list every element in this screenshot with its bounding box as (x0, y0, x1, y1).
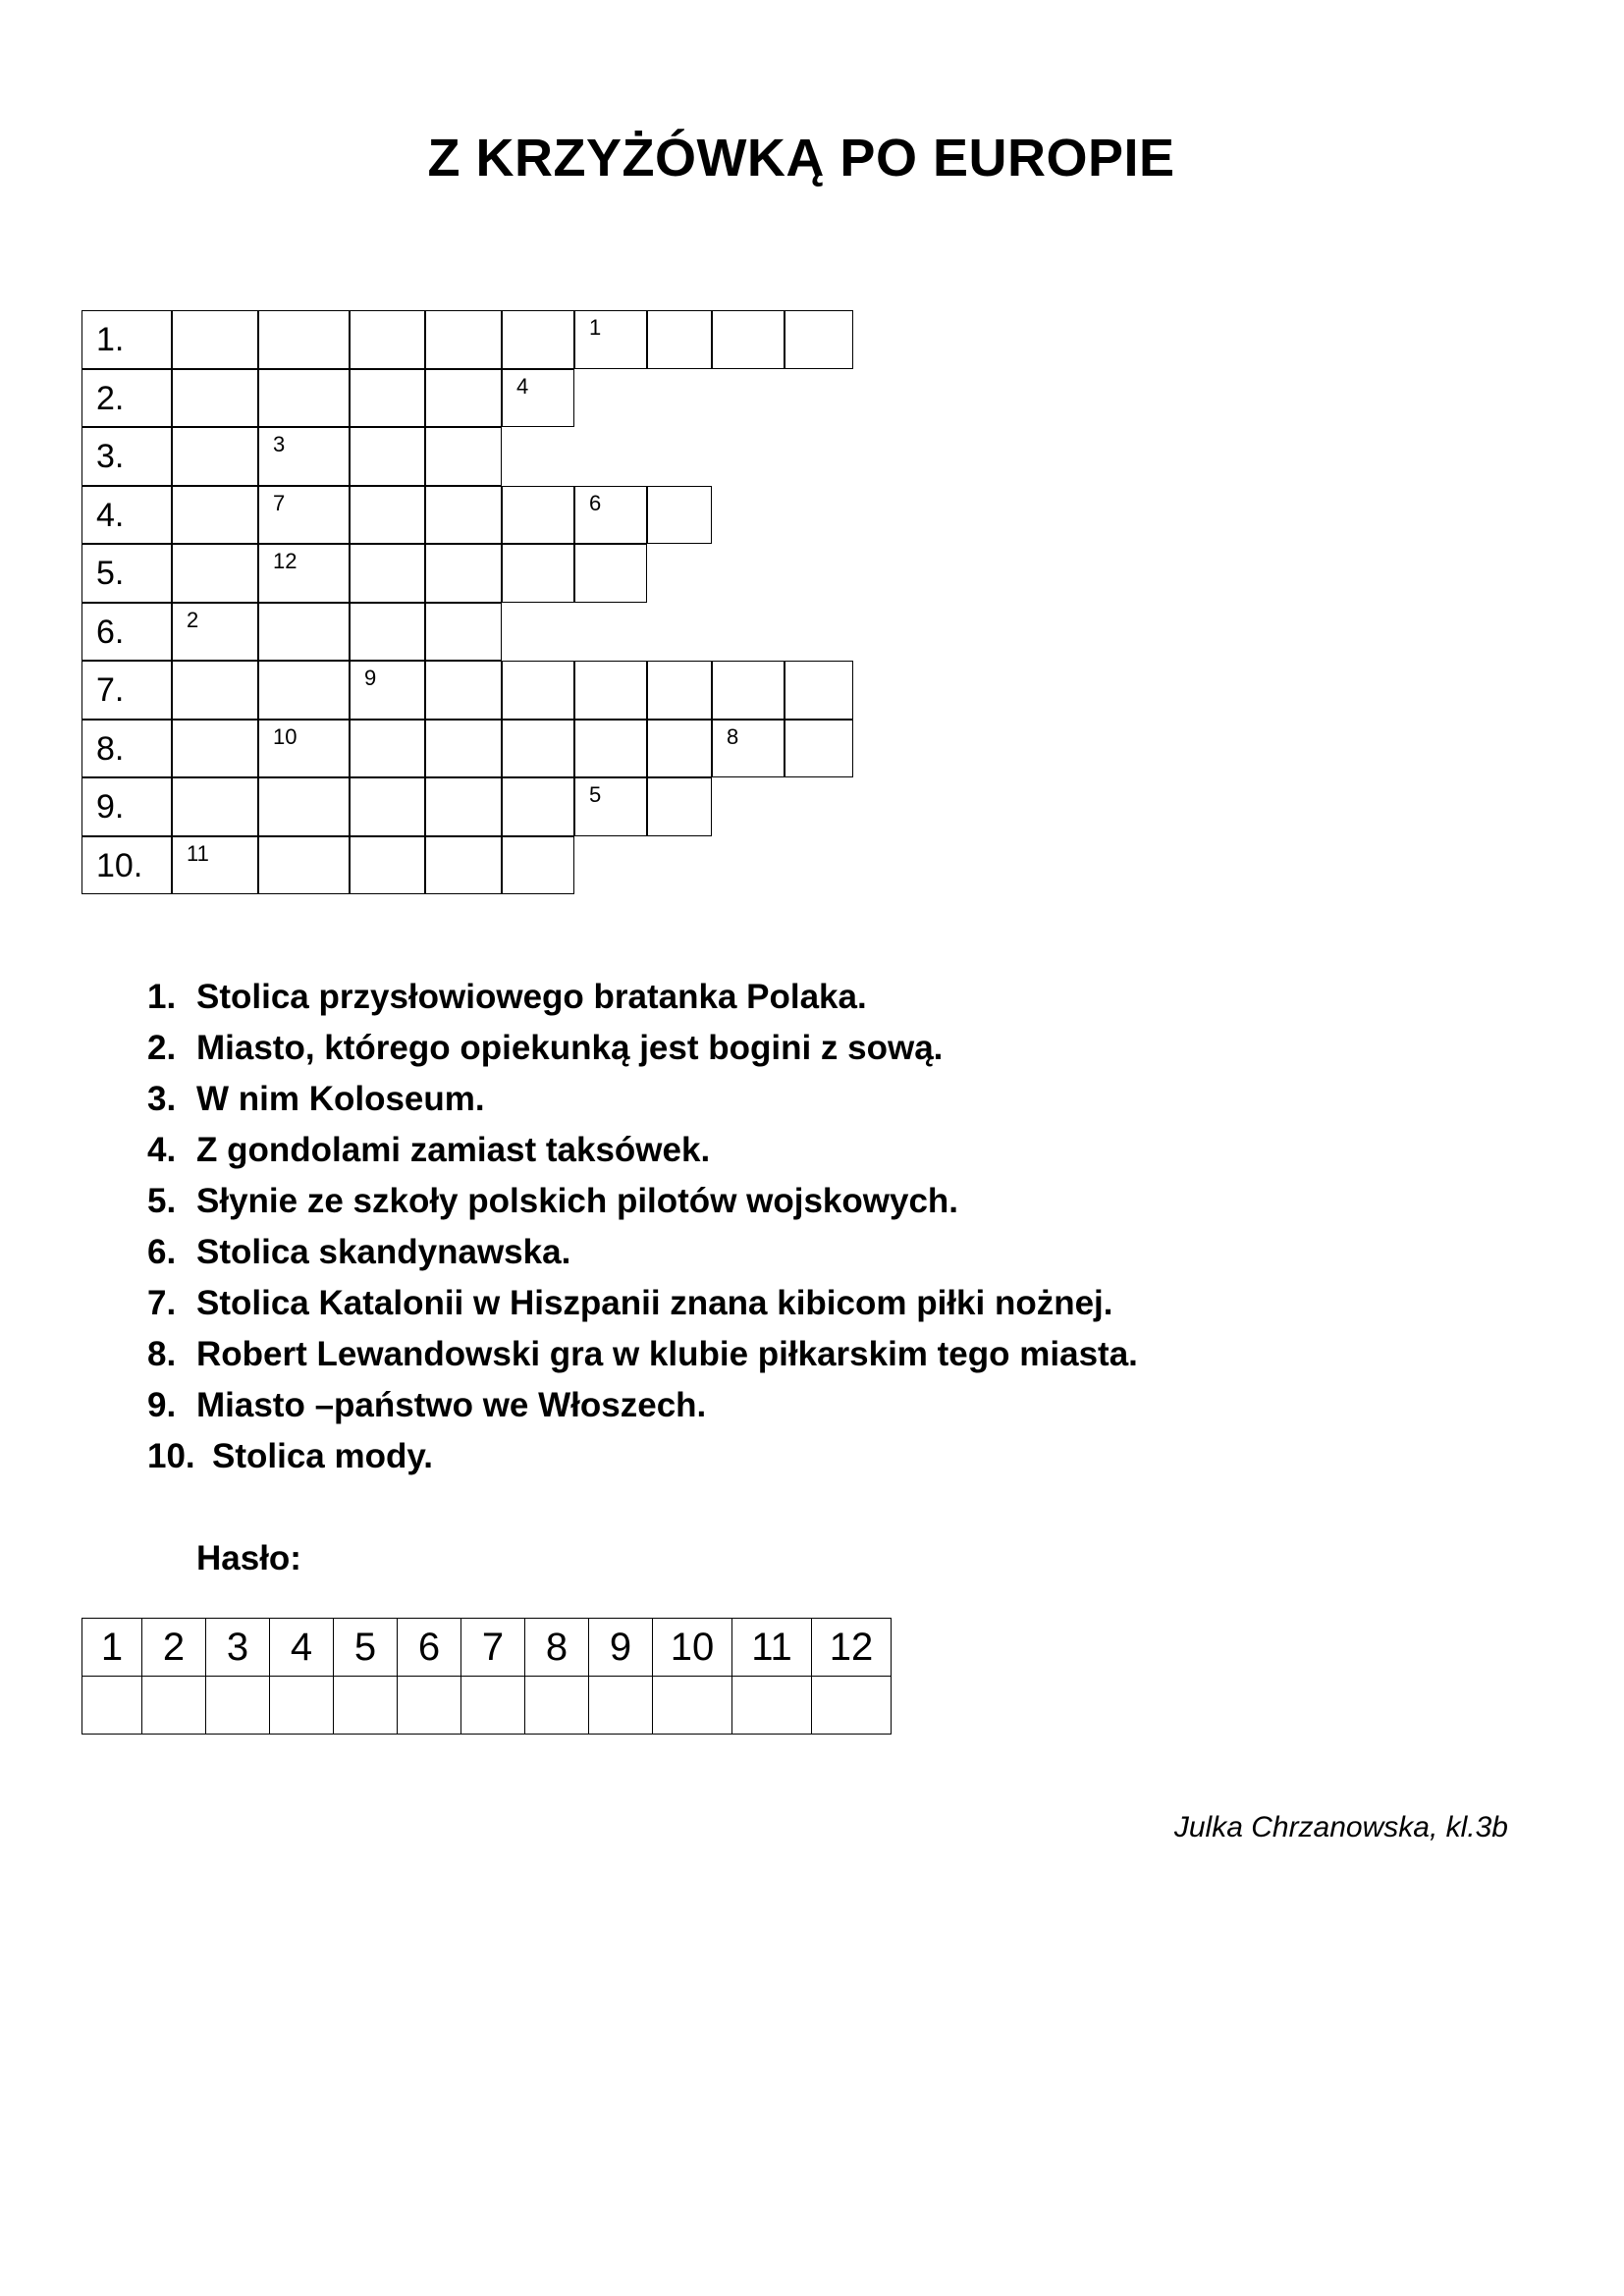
clue-number: 7. (147, 1284, 177, 1322)
password-number-cell: 6 (398, 1619, 461, 1677)
password-number-cell: 8 (525, 1619, 589, 1677)
crossword-row-label (81, 544, 172, 603)
crossword-cell[interactable] (172, 661, 258, 720)
crossword-cell[interactable] (502, 836, 574, 894)
crossword-row-label (81, 836, 172, 894)
password-answer-cell[interactable] (653, 1677, 732, 1735)
clue-text: Słynie ze szkoły polskich pilotów wojskowych. (196, 1182, 959, 1220)
password-letter-number: 10 (273, 724, 298, 749)
crossword-cell[interactable] (502, 544, 574, 603)
password-number-cell: 5 (334, 1619, 398, 1677)
clue-item (147, 972, 1138, 1023)
clue-item (147, 1329, 1138, 1380)
crossword-cell[interactable] (172, 369, 258, 427)
crossword-cell[interactable] (258, 720, 350, 777)
crossword-row-number: 5. (96, 555, 125, 592)
password-number-cell: 2 (142, 1619, 206, 1677)
password-number-cell: 1 (82, 1619, 142, 1677)
crossword-cell[interactable] (258, 603, 350, 661)
crossword-row-number: 2. (96, 379, 125, 417)
crossword-cell[interactable] (574, 310, 647, 369)
crossword-row-label (81, 661, 172, 720)
clue-number: 10. (147, 1437, 195, 1475)
crossword-row-number: 4. (96, 496, 125, 534)
crossword-cell[interactable] (425, 661, 502, 720)
clue-text: Stolica mody. (212, 1437, 433, 1475)
author-signature: Julka Chrzanowska, kl.3b (1173, 1811, 1508, 1843)
crossword-cell[interactable] (172, 836, 258, 894)
crossword-row-label (81, 369, 172, 427)
clue-text: Z gondolami zamiast taksówek. (196, 1131, 711, 1169)
crossword-cell[interactable] (425, 720, 502, 777)
crossword-cell[interactable] (647, 486, 712, 544)
password-number-cell: 9 (589, 1619, 653, 1677)
password-answer-cell[interactable] (206, 1677, 270, 1735)
crossword-cell[interactable] (172, 720, 258, 777)
password-letter-number: 7 (273, 491, 286, 515)
clue-text: Stolica Katalonii w Hiszpanii znana kibicom piłki nożnej. (196, 1284, 1113, 1322)
crossword-cell[interactable] (425, 836, 502, 894)
password-answer-cell[interactable] (812, 1677, 892, 1735)
crossword-cell[interactable] (785, 310, 853, 369)
crossword-cell[interactable] (574, 486, 647, 544)
clue-number: 6. (147, 1233, 177, 1271)
password-number-cell: 4 (270, 1619, 334, 1677)
password-letter-number: 1 (589, 315, 602, 340)
password-answer-cell[interactable] (398, 1677, 461, 1735)
clue-item (147, 1227, 1138, 1278)
crossword-cell[interactable] (172, 310, 258, 369)
password-answer-cell[interactable] (732, 1677, 812, 1735)
crossword-cell[interactable] (785, 661, 853, 720)
clue-text: W nim Koloseum. (196, 1080, 485, 1118)
crossword-cell[interactable] (647, 310, 712, 369)
clue-item (147, 1125, 1138, 1176)
password-letter-number: 12 (273, 549, 298, 573)
crossword-row-number: 3. (96, 438, 125, 475)
crossword-cell[interactable] (425, 486, 502, 544)
password-number-cell: 7 (461, 1619, 525, 1677)
crossword-cell[interactable] (712, 310, 785, 369)
password-answer-cell[interactable] (82, 1677, 142, 1735)
crossword-row-label (81, 427, 172, 486)
crossword-cell[interactable] (350, 310, 425, 369)
crossword-row-label (81, 777, 172, 836)
clue-number: 1. (147, 978, 177, 1016)
crossword-cell[interactable] (350, 544, 425, 603)
clue-number: 2. (147, 1029, 177, 1067)
password-number-cell: 11 (732, 1619, 812, 1677)
password-number-cell: 3 (206, 1619, 270, 1677)
password-answer-cell[interactable] (525, 1677, 589, 1735)
page-title: Z KRZYŻÓWKĄ PO EUROPIE (427, 129, 1175, 187)
crossword-cell[interactable] (172, 486, 258, 544)
password-letter-number: 11 (187, 841, 209, 866)
crossword-cell[interactable] (172, 427, 258, 486)
crossword-cell[interactable] (172, 603, 258, 661)
password-number-cell: 10 (653, 1619, 732, 1677)
crossword-cell[interactable] (425, 544, 502, 603)
crossword-cell[interactable] (647, 777, 712, 836)
crossword-cell[interactable] (350, 427, 425, 486)
crossword-cell[interactable] (425, 777, 502, 836)
crossword-cell[interactable] (425, 427, 502, 486)
crossword-cell[interactable] (502, 720, 574, 777)
crossword-cell[interactable] (172, 544, 258, 603)
crossword-cell[interactable] (172, 777, 258, 836)
password-answer-cell[interactable] (142, 1677, 206, 1735)
password-table (81, 1618, 892, 1735)
crossword-cell[interactable] (574, 544, 647, 603)
password-number-cell: 12 (812, 1619, 892, 1677)
crossword-cell[interactable] (574, 661, 647, 720)
password-answer-cell[interactable] (270, 1677, 334, 1735)
clue-item (147, 1074, 1138, 1125)
crossword-cell[interactable] (574, 720, 647, 777)
password-answer-cell[interactable] (334, 1677, 398, 1735)
password-letter-number: 8 (727, 724, 739, 749)
clue-text: Stolica skandynawska. (196, 1233, 571, 1271)
password-letter-number: 4 (516, 374, 529, 399)
crossword-cell[interactable] (258, 836, 350, 894)
password-letter-number: 3 (273, 432, 286, 456)
crossword-cell[interactable] (425, 369, 502, 427)
crossword-row-label (81, 486, 172, 544)
crossword-row-number: 10. (96, 846, 143, 884)
crossword-cell[interactable] (502, 369, 574, 427)
crossword-row-label (81, 603, 172, 661)
clue-number: 4. (147, 1131, 177, 1169)
crossword-cell[interactable] (258, 486, 350, 544)
crossword-row-number: 8. (96, 729, 125, 768)
crossword-cell[interactable] (350, 369, 425, 427)
crossword-cell[interactable] (258, 310, 350, 369)
clue-item (147, 1023, 1138, 1074)
password-letter-number: 5 (589, 782, 602, 807)
crossword-cell[interactable] (425, 603, 502, 661)
crossword-cell[interactable] (502, 310, 574, 369)
crossword-cell[interactable] (350, 603, 425, 661)
crossword-row-label (81, 310, 172, 369)
clue-text: Stolica przysłowiowego bratanka Polaka. (196, 978, 867, 1016)
crossword-cell[interactable] (258, 369, 350, 427)
clue-number: 9. (147, 1386, 177, 1424)
clue-text: Miasto –państwo we Włoszech. (196, 1386, 707, 1424)
clue-list (147, 972, 1138, 1482)
password-letter-number: 2 (187, 608, 199, 632)
password-answer-row (82, 1677, 892, 1735)
clue-number: 8. (147, 1335, 177, 1373)
clue-item (147, 1176, 1138, 1227)
crossword-cell[interactable] (258, 661, 350, 720)
clue-text: Miasto, którego opiekunką jest bogini z sową. (196, 1029, 944, 1067)
crossword-cell[interactable] (647, 720, 712, 777)
crossword-row-number: 9. (96, 788, 125, 826)
crossword-row-label (81, 720, 172, 777)
crossword-row-number: 6. (96, 613, 125, 651)
clue-number: 3. (147, 1080, 177, 1118)
password-letter-number: 6 (589, 491, 602, 515)
crossword-cell[interactable] (647, 661, 712, 720)
crossword-cell[interactable] (350, 661, 425, 720)
crossword-cell[interactable] (258, 544, 350, 603)
crossword-cell[interactable] (574, 777, 647, 836)
password-answer-cell[interactable] (589, 1677, 653, 1735)
password-answer-cell[interactable] (461, 1677, 525, 1735)
crossword-row-number: 7. (96, 671, 125, 709)
password-number-row (82, 1619, 892, 1677)
crossword-cell[interactable] (258, 427, 350, 486)
crossword-row-number: 1. (96, 321, 125, 358)
crossword-cell[interactable] (712, 720, 785, 777)
password-letter-number: 9 (364, 666, 377, 690)
crossword-cell[interactable] (350, 836, 425, 894)
clue-item (147, 1380, 1138, 1431)
crossword-cell[interactable] (712, 661, 785, 720)
crossword-cell[interactable] (258, 777, 350, 836)
clue-item (147, 1431, 1138, 1482)
crossword-cell[interactable] (350, 486, 425, 544)
crossword-cell[interactable] (785, 720, 853, 777)
clue-text: Robert Lewandowski gra w klubie piłkarskim tego miasta. (196, 1335, 1138, 1373)
crossword-cell[interactable] (425, 310, 502, 369)
clue-item (147, 1278, 1138, 1329)
clue-number: 5. (147, 1182, 177, 1220)
crossword-cell[interactable] (350, 777, 425, 836)
crossword-cell[interactable] (350, 720, 425, 777)
password-label: Hasło: (196, 1539, 301, 1577)
crossword-cell[interactable] (502, 777, 574, 836)
crossword-grid (81, 310, 857, 899)
crossword-cell[interactable] (502, 661, 574, 720)
crossword-cell[interactable] (502, 486, 574, 544)
